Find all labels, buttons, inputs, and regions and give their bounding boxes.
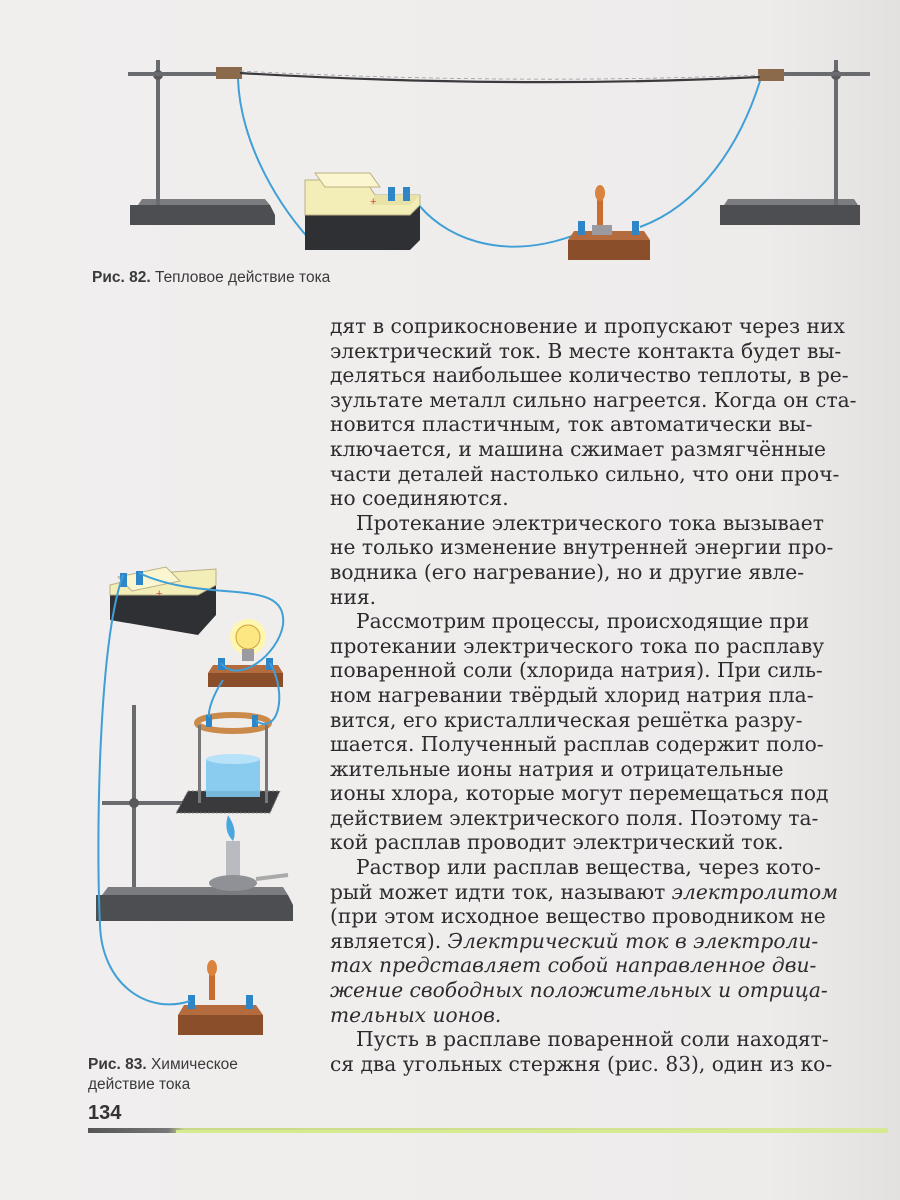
wire-middle <box>415 200 580 247</box>
left-clamp-icon <box>216 67 242 79</box>
text-line: поваренной соли (хлорида натрия). При силь- <box>330 658 823 683</box>
wire-83-left <box>98 575 190 1004</box>
left-stand-icon <box>128 60 275 225</box>
figure-82-label: Рис. 82. <box>92 269 151 286</box>
svg-text:+: + <box>370 196 377 208</box>
figure-83-caption <box>88 1055 238 1095</box>
text-line <box>330 880 900 905</box>
figure-82-caption <box>92 268 330 288</box>
text-line: электрический ток. В месте контакта будет вы- <box>330 338 842 363</box>
switch-icon <box>568 185 650 260</box>
text-line: ионы хлора, которые могут перемещаться под <box>330 781 829 806</box>
text-line: части деталей настолько сильно, что они проч- <box>330 461 840 486</box>
text-span: является). <box>330 928 448 953</box>
text-line <box>330 929 900 954</box>
text-line: Рассмотрим процессы, происходящие при <box>356 609 810 634</box>
burner-icon <box>209 815 288 891</box>
italic-definition: тельных ионов. <box>330 1002 502 1027</box>
footer-rule-accent <box>176 1130 888 1133</box>
text-line: но соединяются. <box>330 486 509 511</box>
text-line: Раствор или расплав вещества, через кото- <box>356 855 821 880</box>
italic-definition: тах представляет собой направленное дви- <box>330 953 817 978</box>
italic-term: электролитом <box>671 879 838 904</box>
text-line: кой расплав проводит электрический ток. <box>330 830 784 855</box>
text-line: новится пластичным, ток автоматически вы- <box>330 412 813 437</box>
text-line: шается. Полученный расплав содержит поло- <box>330 732 824 757</box>
text-line: деляться наибольшее количество теплоты, в ре- <box>330 363 849 388</box>
text-line: Пусть в расплаве поваренной соли находят- <box>356 1027 829 1052</box>
figure-83-illustration <box>88 545 323 1045</box>
text-line <box>330 1003 900 1028</box>
text-line: дят в соприкосновение и пропускают через них <box>330 314 845 338</box>
text-line: зультате металл сильно нагреется. Когда он ста- <box>330 387 857 412</box>
figure-83-label: Рис. 83. <box>88 1056 147 1073</box>
svg-text:+: + <box>156 588 163 600</box>
right-stand-icon <box>720 60 870 225</box>
text-line: ном нагревании твёрдый хлорид натрия пла- <box>330 682 814 707</box>
right-clamp-icon <box>758 69 784 81</box>
text-line <box>330 953 900 978</box>
text-line: не только изменение внутренней энергии про- <box>330 535 834 560</box>
figure-83-caption-line2: действие тока <box>88 1076 191 1093</box>
text-span: рый может идти ток, называют <box>330 879 672 904</box>
light-bulb-icon <box>208 619 283 687</box>
figure-82-illustration <box>120 55 890 270</box>
crucible-icon <box>197 715 269 803</box>
italic-definition: жение свободных положительных и отрица- <box>330 978 828 1003</box>
text-line: действием электрического поля. Поэтому та- <box>330 805 819 830</box>
italic-definition: Электрический ток в электроли- <box>447 928 819 953</box>
text-line: (при этом исходное вещество проводником не <box>330 904 826 929</box>
text-line: ния. <box>330 584 377 609</box>
power-supply-icon <box>305 173 420 250</box>
text-line: ся два угольных стержня (рис. 83), один из ко- <box>330 1051 833 1076</box>
text-line <box>330 978 900 1003</box>
text-line: ключается, и машина сжимает размягчённые <box>330 436 826 461</box>
text-line: протекании электрического тока по расплаву <box>330 633 825 658</box>
text-line: Протекание электрического тока вызывает <box>356 510 824 535</box>
text-line: жительные ионы натрия и отрицательные <box>330 756 784 781</box>
switch-icon-2 <box>178 960 263 1035</box>
figure-83-caption-line1: Химическое <box>150 1056 238 1073</box>
text-line: водника (его нагревание), но и другие явле- <box>330 559 805 584</box>
text-line: вится, его кристаллическая решётка разру- <box>330 707 803 732</box>
body-text <box>330 314 900 1076</box>
figure-82-caption-text: Тепловое действие тока <box>154 269 331 286</box>
power-supply-icon-2 <box>110 567 216 635</box>
page-number: 134 <box>88 1102 122 1124</box>
